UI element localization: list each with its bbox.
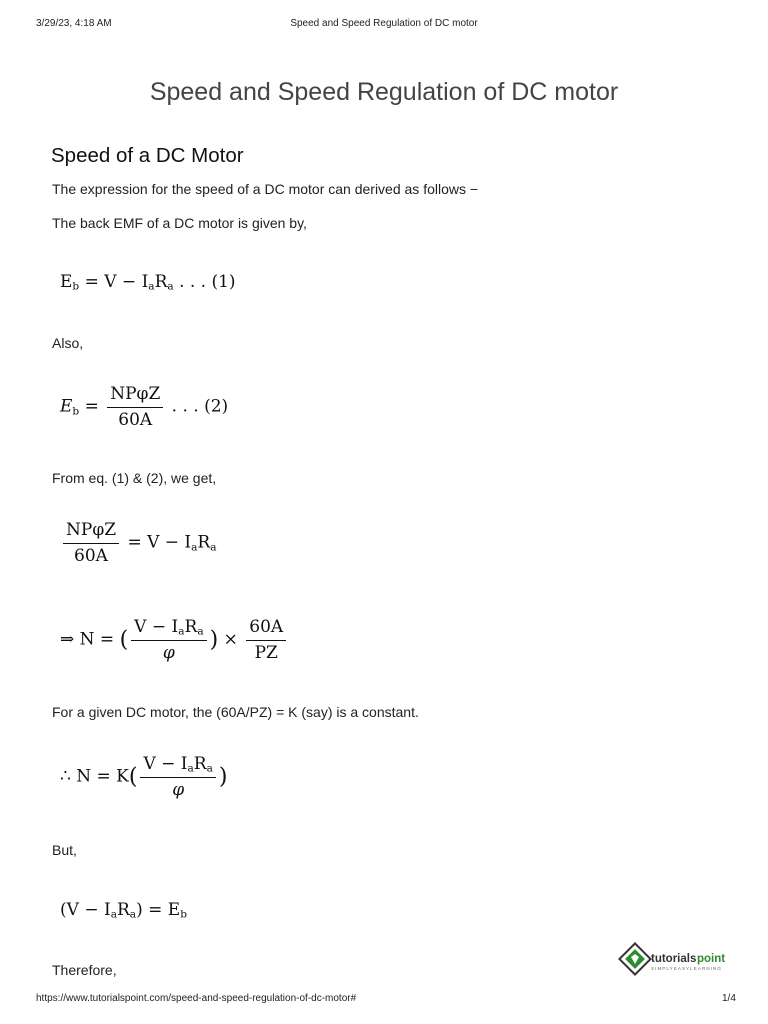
equation-4: ⇒ N = ( $\frac{V - I_aR_a}{\varphi}$ ) × $\frac{60A}{PZ}$ [60, 618, 289, 662]
paragraph-also: Also, [52, 335, 84, 351]
print-datetime: 3/29/23, 4:18 AM [36, 18, 112, 29]
paragraph-from-eq: From eq. (1) & (2), we get, [52, 470, 217, 486]
logo-diamond-icon [619, 943, 650, 974]
equation-5: ∴ N = K( $\frac{V - I_aR_a}{\varphi}$ ) [60, 754, 228, 800]
footer-url: https://www.tutorialspoint.com/speed-and-speed-regulation-of-dc-motor# [36, 993, 357, 1004]
paragraph-back-emf: The back EMF of a DC motor is given by, [52, 215, 307, 231]
tutorialspoint-logo [618, 942, 736, 982]
logo-name-part1: tutorials [651, 953, 697, 965]
print-doc-title: Speed and Speed Regulation of DC motor [290, 18, 478, 29]
paragraph-therefore: Therefore, [52, 962, 117, 978]
paragraph-intro: The expression for the speed of a DC motor can derived as follows − [52, 181, 479, 197]
logo-tagline: SIMPLYEASYLEARNING [651, 966, 722, 971]
logo-name-part2: point [697, 953, 726, 965]
page-number: 1/4 [722, 993, 736, 1004]
paragraph-but: But, [52, 842, 77, 858]
equation-2: $E_b$ = $\frac{\text{NPφZ}}{60A}$ . . . (2) [60, 384, 229, 430]
equation-3: $\frac{\text{NPφZ}}{60A}$ = $V - I_aR_a$ [60, 521, 217, 565]
page-title: Speed and Speed Regulation of DC motor [149, 78, 619, 106]
equation-6: $(V - I_aR_a) = E_b$ [60, 900, 187, 921]
section-title: Speed of a DC Motor [51, 144, 244, 167]
equation-1: $E_b = V - I_aR_a$ . . . (1) [60, 272, 236, 293]
paragraph-constant: For a given DC motor, the (60A/PZ) = K (say) is a constant. [52, 704, 419, 720]
